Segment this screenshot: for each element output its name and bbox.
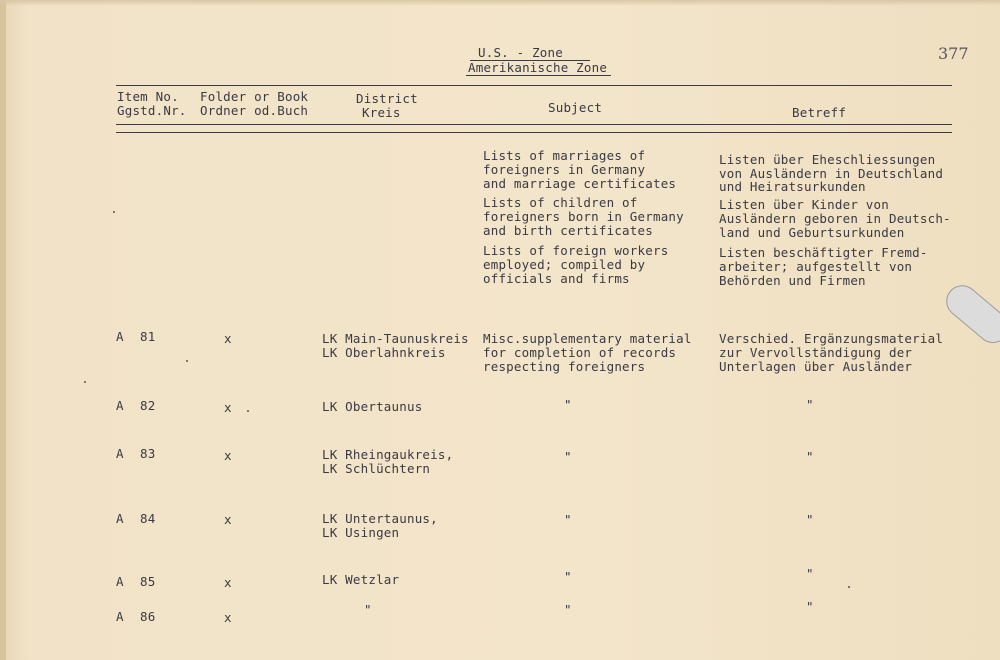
row-82-betreff-ditto: " [806,397,814,412]
row-86-district-ditto: " [364,602,372,617]
header-bottom-rule [116,124,952,125]
intro-subject-1-l3: and marriage certificates [483,176,677,191]
intro-subject-2-l2: foreigners born in Germany [483,209,684,224]
intro-betreff-2-l2: Ausländern geboren in Deutsch- [719,211,951,226]
header-bottom-rule-2 [116,132,952,133]
zone-title-en: U.S. - Zone [478,45,563,60]
row-84-subject-ditto: " [564,512,572,527]
row-83-district-l2: LK Schlüchtern [322,461,431,476]
col-folder-line2: Ordner od.Buch [200,103,309,118]
row-86-num: 86 [140,609,156,624]
intro-subject-3-l3: officials and firms [483,271,630,286]
row-81-subject-l2: for completion of records [483,345,677,360]
speck [84,381,86,383]
row-81-betreff-l3: Unterlagen über Ausländer [719,359,913,374]
row-86-folder: x [224,610,232,625]
row-82-folder: x [224,400,232,415]
col-folder-line1: Folder or Book [200,89,309,104]
intro-betreff-1-l2: von Ausländern in Deutschland [719,166,944,181]
speck [186,360,188,362]
row-82-prefix: A [116,398,124,413]
row-82-district-l1: LK Obertaunus [322,399,423,414]
row-84-betreff-ditto: " [806,512,814,527]
row-81-prefix: A [116,329,124,344]
zone-title-de: Amerikanische Zone [468,60,608,75]
intro-betreff-3-l3: Behörden und Firmen [719,273,866,288]
row-82-num: 82 [140,398,156,413]
row-86-betreff-ditto: " [806,599,814,614]
row-83-district-l1: LK Rheingaukreis, [322,447,454,462]
col-item-line1: Item No. [117,89,179,104]
row-85-district-l1: LK Wetzlar [322,572,400,587]
row-85-subject-ditto: " [564,569,572,584]
intro-betreff-1-l1: Listen über Eheschliessungen [719,152,936,167]
intro-betreff-3-l2: arbeiter; aufgestellt von [719,259,913,274]
col-item-line2: Ggstd.Nr. [117,103,187,118]
row-83-betreff-ditto: " [806,449,814,464]
row-81-district-l1: LK Main-Taunuskreis [322,331,469,346]
row-84-prefix: A [116,511,124,526]
intro-subject-1-l2: foreigners in Germany [483,162,646,177]
page-top-edge [0,0,1000,6]
row-81-subject-l3: respecting foreigners [483,359,646,374]
page-number: 377 [938,44,969,63]
intro-betreff-3-l1: Listen beschäftigter Fremd- [719,245,928,260]
col-district-line2: Kreis [362,105,401,120]
row-81-subject-l1: Misc.supplementary material [483,331,692,346]
row-83-prefix: A [116,446,124,461]
row-83-num: 83 [140,446,156,461]
row-84-district-l2: LK Usingen [322,525,400,540]
intro-subject-3-l1: Lists of foreign workers [483,243,669,258]
intro-subject-2-l3: and birth certificates [483,223,653,238]
row-83-folder: x [224,448,232,463]
row-81-betreff-l2: zur Vervollständigung der [719,345,913,360]
speck [247,410,249,412]
row-85-betreff-ditto: " [806,566,814,581]
row-81-num: 81 [140,329,156,344]
row-81-betreff-l1: Verschied. Ergänzungsmaterial [719,331,944,346]
row-84-num: 84 [140,511,156,526]
intro-betreff-2-l1: Listen über Kinder von [719,197,889,212]
paper-clip-icon [940,279,1000,350]
speck [848,586,850,588]
speck [113,211,115,213]
zone-title-de-underline [466,75,611,76]
col-betreff: Betreff [792,105,847,120]
row-85-folder: x [224,575,232,590]
intro-subject-1-l1: Lists of marriages of [483,148,646,163]
row-86-subject-ditto: " [564,602,572,617]
intro-subject-2-l1: Lists of children of [483,195,638,210]
row-85-num: 85 [140,574,156,589]
intro-subject-3-l2: employed; compiled by [483,257,646,272]
intro-betreff-1-l3: und Heiratsurkunden [719,179,866,194]
row-81-folder: x [224,331,232,346]
page-left-edge [0,0,6,660]
row-82-subject-ditto: " [564,397,572,412]
row-84-district-l1: LK Untertaunus, [322,511,438,526]
row-86-prefix: A [116,609,124,624]
header-top-rule [116,85,952,86]
row-85-prefix: A [116,574,124,589]
col-subject: Subject [548,100,603,115]
col-district-line1: District [356,91,418,106]
row-84-folder: x [224,512,232,527]
row-83-subject-ditto: " [564,449,572,464]
row-81-district-l2: LK Oberlahnkreis [322,345,446,360]
intro-betreff-2-l3: land und Geburtsurkunden [719,225,905,240]
